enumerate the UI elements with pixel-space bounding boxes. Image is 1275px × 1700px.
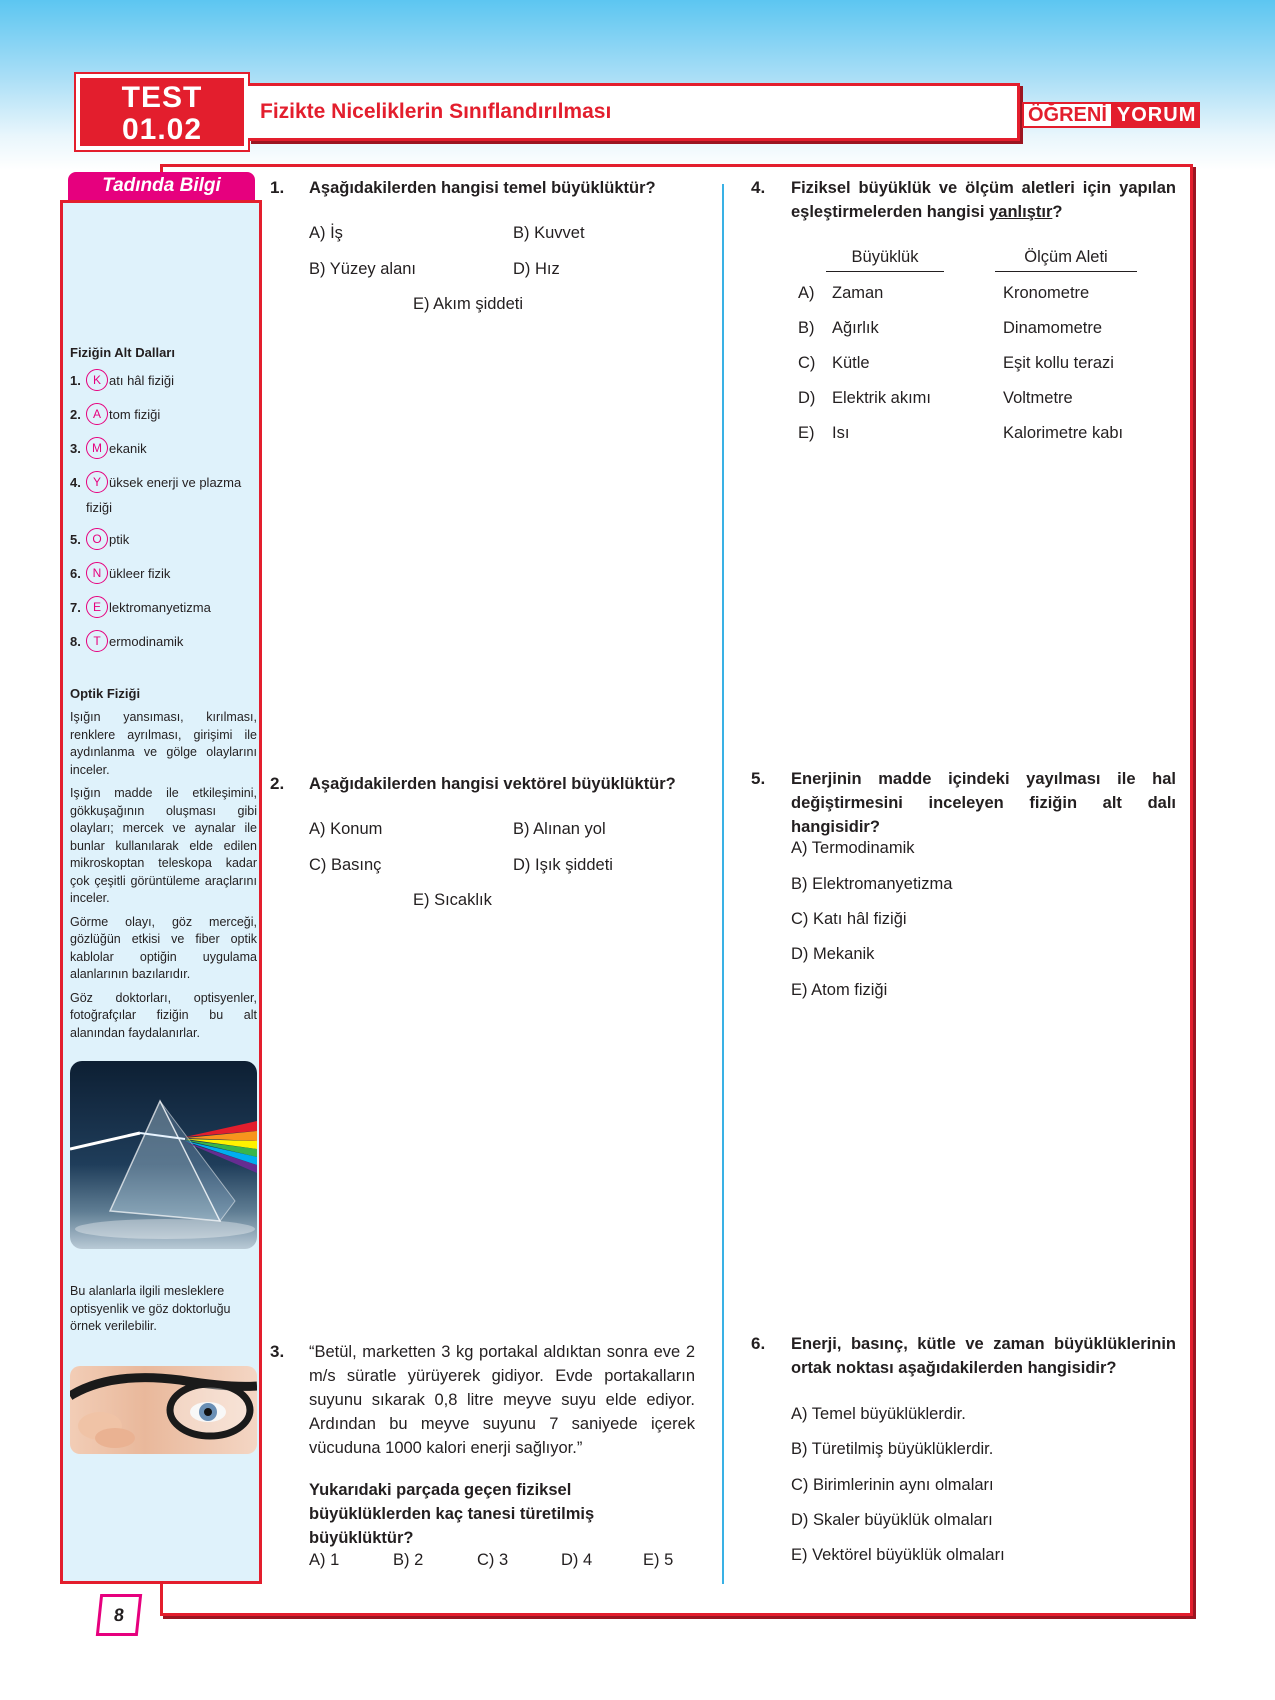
question-6-option-c[interactable]: C) Birimlerinin aynı olmaları <box>791 1476 994 1494</box>
question-6-option-a[interactable]: A) Temel büyüklüklerdir. <box>791 1405 966 1423</box>
branches-heading: Fiziğin Alt Dalları <box>70 345 175 360</box>
question-1-number: 1. <box>270 178 285 197</box>
branch-item: 8. T ermodinamik <box>70 630 183 652</box>
question-2-option-e[interactable]: E) Sıcaklık <box>413 891 492 909</box>
column-divider <box>722 184 724 1584</box>
brand-logo <box>1022 102 1200 128</box>
table-cell-tool: Kalorimetre kabı <box>1003 424 1124 442</box>
question-6-option-b[interactable]: B) Türetilmiş büyüklüklerdir. <box>791 1440 994 1458</box>
letter-circle: Y <box>86 471 108 493</box>
question-5-option-e[interactable]: E) Atom fiziği <box>791 981 888 999</box>
optics-paragraph: Işığın yansıması, kırılması, renklere ayrılması, girişimi ile aydınlanma ve gölge olaylarını inceler. <box>70 710 257 777</box>
test-number-box <box>76 74 248 150</box>
question-2-option-a[interactable]: A) Konum <box>309 820 383 838</box>
question-5-option-c[interactable]: C) Katı hâl fiziği <box>791 910 907 928</box>
question-3-option-e[interactable]: E) 5 <box>643 1551 674 1569</box>
question-2-option-c[interactable]: C) Basınç <box>309 856 382 874</box>
branch-item: 4. Y üksek enerji ve plazma <box>70 471 241 493</box>
optics-heading: Optik Fiziği <box>70 686 141 701</box>
branch-item: 7. E lektromanyetizma <box>70 596 211 618</box>
table-header-quantity: Büyüklük <box>826 248 944 272</box>
prism-image <box>70 1061 257 1249</box>
optics-paragraph: Görme olayı, göz merceği, gözlüğün etkisi ve fiber optik kablolar optiğin uygulama alanlarının bazılarıdır. <box>70 914 257 981</box>
question-3-option-d[interactable]: D) 4 <box>561 1551 593 1569</box>
title-banner <box>248 83 1020 141</box>
underlined-word: yanlıştır <box>989 203 1053 221</box>
question-1-option-c[interactable]: B) Yüzey alanı <box>309 260 417 278</box>
letter-circle: E <box>86 596 108 618</box>
letter-circle: A <box>86 403 108 425</box>
question-1-option-b[interactable]: B) Kuvvet <box>513 224 585 242</box>
question-6-text: Enerji, basınç, kütle ve zaman büyüklüklerinin ortak noktası aşağıdakilerden hangisidir? <box>791 1335 1176 1377</box>
optics-paragraph: Göz doktorları, optisyenler, fotoğrafçılar fiziğin bu alt alanından faydalanırlar. <box>70 990 257 1040</box>
question-3-option-a[interactable]: A) 1 <box>309 1551 340 1569</box>
question-4-option-letter[interactable]: D) <box>798 389 816 407</box>
question-1-text: Aşağıdakilerden hangisi temel büyüklüktür? <box>309 179 656 197</box>
question-4-text: Fiziksel büyüklük ve ölçüm aletleri için yapılan eşleştirmelerden hangisi yanlıştır? <box>791 179 1176 221</box>
table-cell-quantity: Kütle <box>832 354 870 372</box>
question-5-option-a[interactable]: A) Termodinamik <box>791 839 915 857</box>
question-5-number: 5. <box>751 769 766 788</box>
question-6-option-d[interactable]: D) Skaler büyüklük olmaları <box>791 1511 993 1529</box>
question-6-number: 6. <box>751 1334 766 1353</box>
table-cell-quantity: Ağırlık <box>832 319 879 337</box>
question-2-option-b[interactable]: B) Alınan yol <box>513 820 606 838</box>
question-6-option-e[interactable]: E) Vektörel büyüklük olmaları <box>791 1546 1005 1564</box>
page-number: 8 <box>96 1594 142 1636</box>
test-label: TEST <box>121 81 203 114</box>
question-4-option-letter[interactable]: A) <box>798 284 815 302</box>
branch-item: 1. K atı hâl fiziği <box>70 369 174 391</box>
question-3-passage: “Betül, marketten 3 kg portakal aldıktan sonra eve 2 m/s süratle yürüyerek gidiyor. Evde portakalların suyunu sıkarak 0,8 litre meyve suyu elde ediyor. Ardından bu meyve suyunu 7 saniyede içerek vücuduna 1000 kalori enerji sağlıyor.” <box>309 1343 695 1457</box>
eyeglasses-image <box>70 1366 257 1454</box>
question-2-number: 2. <box>270 774 285 793</box>
question-3-option-b[interactable]: B) 2 <box>393 1551 424 1569</box>
branch-item: 2. A tom fiziği <box>70 403 160 425</box>
table-cell-tool: Dinamometre <box>1003 319 1103 337</box>
question-3-option-c[interactable]: C) 3 <box>477 1551 509 1569</box>
table-cell-quantity: Elektrik akımı <box>832 389 932 407</box>
table-header-tool: Ölçüm Aleti <box>995 248 1137 272</box>
question-2-text: Aşağıdakilerden hangisi vektörel büyüklüktür? <box>309 775 676 793</box>
question-5-option-b[interactable]: B) Elektromanyetizma <box>791 875 953 893</box>
brand-part1: ÖĞRENİ <box>1022 102 1113 128</box>
table-cell-quantity: Isı <box>832 424 850 442</box>
branch-item: 6. N ükleer fizik <box>70 562 170 584</box>
question-4-number: 4. <box>751 178 766 197</box>
question-3-text: Yukarıdaki parçada geçen fiziksel büyüklüklerden kaç tanesi türetilmiş büyüklüktür? <box>309 1481 595 1547</box>
test-number: 01.02 <box>121 113 203 146</box>
letter-circle: M <box>86 437 108 459</box>
branch-item: 3. M ekanik <box>70 437 147 459</box>
table-cell-tool: Eşit kollu terazi <box>1003 354 1114 372</box>
table-cell-tool: Voltmetre <box>1003 389 1073 407</box>
letter-circle: O <box>86 528 108 550</box>
question-3-number: 3. <box>270 1342 285 1361</box>
careers-note: Bu alanlarla ilgili mesleklere optisyenlik ve göz doktorluğu örnek verilebilir. <box>70 1284 231 1333</box>
question-1-option-e[interactable]: E) Akım şiddeti <box>413 295 524 313</box>
question-5-text: Enerjinin madde içindeki yayılması ile hal değiştirmesini inceleyen fiziğin alt dalı hangisidir? <box>791 770 1176 836</box>
question-4-option-letter[interactable]: E) <box>798 424 815 442</box>
question-2-option-d[interactable]: D) Işık şiddeti <box>513 856 613 874</box>
letter-circle: N <box>86 562 108 584</box>
branch-item: 5. O ptik <box>70 528 129 550</box>
brand-part2: YORUM <box>1113 102 1200 128</box>
question-1-option-d[interactable]: D) Hız <box>513 260 560 278</box>
optics-text <box>70 709 257 1048</box>
letter-circle: T <box>86 630 108 652</box>
info-sidebar <box>60 200 262 1584</box>
question-1-option-a[interactable]: A) İş <box>309 224 343 242</box>
page-title: Fizikte Niceliklerin Sınıflandırılması <box>260 100 612 123</box>
question-4-option-letter[interactable]: B) <box>798 319 815 337</box>
question-4-option-letter[interactable]: C) <box>798 354 816 372</box>
optics-paragraph: Işığın madde ile etkileşimini, gökkuşağının oluşması gibi olayları; mercek ve aynalar ile bunlar kullanılarak elde edilen mikroskoptan teleskopa kadar çok çeşitli görüntüleme araçlarını inceler. <box>70 786 257 905</box>
letter-circle: K <box>86 369 108 391</box>
sidebar-tab-title: Tadında Bilgi <box>68 172 255 200</box>
branch-item-continued: fiziği <box>86 500 113 515</box>
question-5-option-d[interactable]: D) Mekanik <box>791 945 875 963</box>
table-cell-quantity: Zaman <box>832 284 884 302</box>
table-cell-tool: Kronometre <box>1003 284 1090 302</box>
